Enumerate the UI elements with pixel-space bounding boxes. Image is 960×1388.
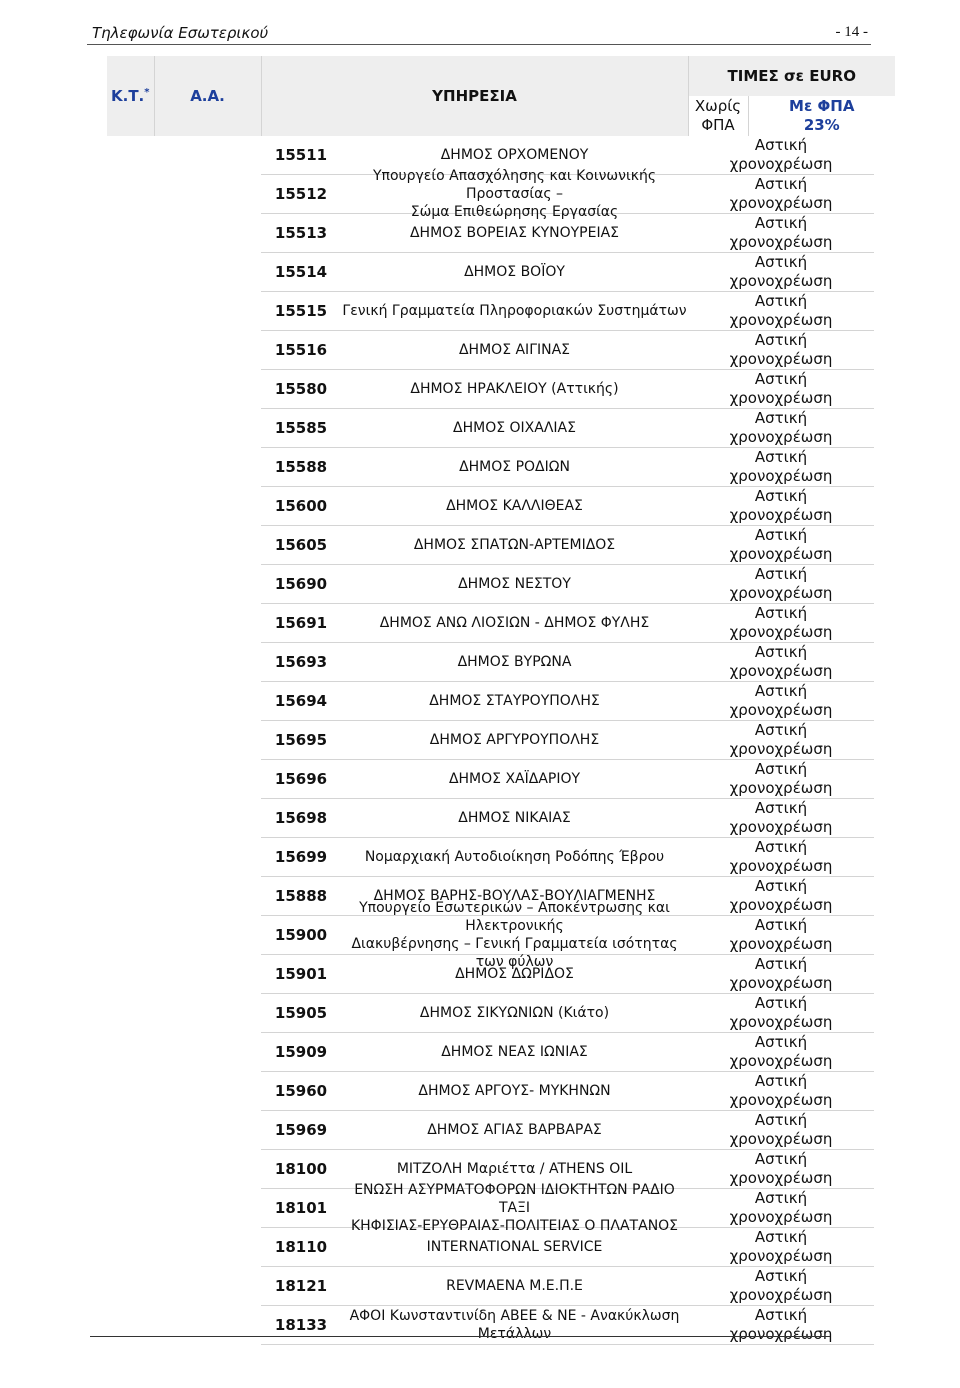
row-spacer xyxy=(107,409,261,448)
col-header-aa: Α.Α. xyxy=(154,56,261,136)
price-type-label: Αστική xyxy=(754,1267,808,1285)
row-code: 15696 xyxy=(274,770,328,788)
row-spacer xyxy=(107,1033,261,1072)
price-type-label: Αστική xyxy=(754,1111,808,1129)
row-service xyxy=(341,458,688,476)
row-service-line: ΔΗΜΟΣ ΑΓΙΑΣ ΒΑΡΒΑΡΑΣ xyxy=(427,1122,602,1138)
row-spacer xyxy=(107,994,261,1033)
row-service xyxy=(341,809,688,827)
row-service-line: ΚΗΦΙΣΙΑΣ-ΕΡΥΘΡΑΙΑΣ-ΠΟΛΙΤΕΙΑΣ Ο ΠΛΑΤΑΝΟΣ xyxy=(350,1218,679,1234)
row-service-line: ΔΗΜΟΣ ΑΙΓΙΝΑΣ xyxy=(458,342,571,358)
page-header xyxy=(92,22,868,46)
row-service-line: ΔΗΜΟΣ ΟΙΧΑΛΙΑΣ xyxy=(453,420,576,436)
table-row xyxy=(107,1033,895,1072)
table-row xyxy=(107,175,895,214)
row-code: 15580 xyxy=(274,380,328,398)
row-spacer xyxy=(107,682,261,721)
row-content xyxy=(261,604,688,643)
price-mode-label: χρονοχρέωση xyxy=(729,467,833,485)
price-mode-label: χρονοχρέωση xyxy=(729,1169,833,1187)
row-code: 15960 xyxy=(274,1082,328,1100)
price-type-label: Αστική xyxy=(754,370,808,388)
price-mode-label: χρονοχρέωση xyxy=(729,1130,833,1148)
row-code: 15695 xyxy=(274,731,328,749)
row-content xyxy=(261,526,688,565)
row-service xyxy=(341,653,688,671)
row-price xyxy=(688,604,874,643)
row-service-line: ΔΗΜΟΣ ΒΑΡΗΣ-ΒΟΥΛΑΣ-ΒΟΥΛΙΑΓΜΕΝΗΣ xyxy=(373,888,656,904)
row-service xyxy=(341,1307,688,1343)
row-service-line: ΔΗΜΟΣ ΝΙΚΑΙΑΣ xyxy=(458,810,571,826)
row-code: 15585 xyxy=(274,419,328,437)
row-service xyxy=(341,1004,688,1022)
row-price xyxy=(688,799,874,838)
row-price xyxy=(688,721,874,760)
price-mode-label: χρονοχρέωση xyxy=(729,974,833,992)
row-service xyxy=(341,848,688,866)
row-price xyxy=(688,1033,874,1072)
row-service-line: Γενική Γραμματεία Πληροφοριακών Συστημάτων xyxy=(342,303,687,319)
row-service-line: ΔΗΜΟΣ ΑΝΩ ΛΙΟΣΙΩΝ - ΔΗΜΟΣ ΦΥΛΗΣ xyxy=(379,615,650,631)
price-type-label: Αστική xyxy=(754,175,808,193)
table-row xyxy=(107,526,895,565)
row-service xyxy=(341,1238,688,1256)
row-spacer xyxy=(107,643,261,682)
row-code: 18101 xyxy=(274,1199,328,1217)
row-service-line: ΔΗΜΟΣ ΟΡΧΟΜΕΝΟΥ xyxy=(440,147,589,163)
price-mode-label: χρονοχρέωση xyxy=(729,818,833,836)
table-row xyxy=(107,838,895,877)
table-row xyxy=(107,1072,895,1111)
row-code: 15588 xyxy=(274,458,328,476)
row-code: 18133 xyxy=(274,1316,328,1334)
price-type-label: Αστική xyxy=(754,292,808,310)
row-service-line: ΜΙΤΖΟΛΗ Μαριέττα / ATHENS OIL xyxy=(396,1161,633,1177)
row-service-line: ΔΗΜΟΣ ΣΠΑΤΩΝ-ΑΡΤΕΜΙΔΟΣ xyxy=(413,537,616,553)
row-spacer xyxy=(107,175,261,214)
price-type-label: Αστική xyxy=(754,799,808,817)
row-service-line: Υπουργείο Εσωτερικών – Αποκέντρωσης και Ηλεκτρονικής xyxy=(359,900,670,934)
row-service-line: Υπουργείο Απασχόλησης και Κοινωνικής Προστασίας – xyxy=(372,168,657,202)
row-code: 18110 xyxy=(274,1238,328,1256)
row-service xyxy=(341,965,688,983)
row-price xyxy=(688,916,874,955)
col-header-without-vat: Χωρίς ΦΠΑ xyxy=(688,96,748,136)
row-service xyxy=(341,1160,688,1178)
row-service xyxy=(341,497,688,515)
price-mode-label: χρονοχρέωση xyxy=(729,1286,833,1304)
row-price xyxy=(688,1150,874,1189)
table-row xyxy=(107,604,895,643)
row-code: 18121 xyxy=(274,1277,328,1295)
price-mode-label: χρονοχρέωση xyxy=(729,428,833,446)
price-mode-label: χρονοχρέωση xyxy=(729,1208,833,1226)
price-type-label: Αστική xyxy=(754,1306,808,1324)
row-service xyxy=(341,692,688,710)
price-mode-label: χρονοχρέωση xyxy=(729,1052,833,1070)
row-code: 15694 xyxy=(274,692,328,710)
row-spacer xyxy=(107,136,261,175)
row-price xyxy=(688,643,874,682)
price-type-label: Αστική xyxy=(754,721,808,739)
price-mode-label: χρονοχρέωση xyxy=(729,545,833,563)
row-spacer xyxy=(107,877,261,916)
row-code: 15900 xyxy=(274,926,328,944)
price-type-label: Αστική xyxy=(754,994,808,1012)
row-price xyxy=(688,409,874,448)
row-spacer xyxy=(107,1072,261,1111)
tariff-table xyxy=(107,56,895,1345)
row-spacer xyxy=(107,1267,261,1306)
row-service xyxy=(341,899,688,971)
row-content xyxy=(261,292,688,331)
price-type-label: Αστική xyxy=(754,916,808,934)
price-mode-label: χρονοχρέωση xyxy=(729,272,833,290)
row-content xyxy=(261,168,688,220)
price-mode-label: χρονοχρέωση xyxy=(729,155,833,173)
row-service xyxy=(341,224,688,242)
row-spacer xyxy=(107,253,261,292)
row-content xyxy=(261,900,688,970)
row-service-line: ΔΗΜΟΣ ΑΡΓΥΡΟΥΠΟΛΗΣ xyxy=(429,732,600,748)
row-price xyxy=(688,331,874,370)
price-mode-label: χρονοχρέωση xyxy=(729,233,833,251)
price-mode-label: χρονοχρέωση xyxy=(729,584,833,602)
row-service xyxy=(341,1121,688,1139)
table-row xyxy=(107,331,895,370)
row-spacer xyxy=(107,565,261,604)
row-service-line: ΔΗΜΟΣ ΝΕΑΣ ΙΩΝΙΑΣ xyxy=(441,1044,588,1060)
table-row xyxy=(107,1267,895,1306)
price-mode-label: χρονοχρέωση xyxy=(729,701,833,719)
row-code: 15516 xyxy=(274,341,328,359)
row-content xyxy=(261,1182,688,1234)
price-mode-label: χρονοχρέωση xyxy=(729,1247,833,1265)
row-code: 15513 xyxy=(274,224,328,242)
price-type-label: Αστική xyxy=(754,214,808,232)
row-spacer xyxy=(107,799,261,838)
row-price xyxy=(688,1072,874,1111)
price-type-label: Αστική xyxy=(754,604,808,622)
price-type-label: Αστική xyxy=(754,760,808,778)
price-mode-label: χρονοχρέωση xyxy=(729,623,833,641)
row-price xyxy=(688,1228,874,1267)
price-type-label: Αστική xyxy=(754,838,808,856)
row-code: 15969 xyxy=(274,1121,328,1139)
row-content xyxy=(261,409,688,448)
table-row xyxy=(107,916,895,955)
price-mode-label: χρονοχρέωση xyxy=(729,935,833,953)
col-header-kt: Κ.Τ.* xyxy=(107,56,154,136)
col-header-service: ΥΠΗΡΕΣΙΑ xyxy=(261,56,688,136)
row-spacer xyxy=(107,838,261,877)
row-code: 15691 xyxy=(274,614,328,632)
price-type-label: Αστική xyxy=(754,1072,808,1090)
row-code: 15514 xyxy=(274,263,328,281)
row-spacer xyxy=(107,331,261,370)
row-service-line: INTERNATIONAL SERVICE xyxy=(426,1239,603,1255)
row-code: 15600 xyxy=(274,497,328,515)
row-service-line: ΑΦΟΙ Κωνσταντινίδη ΑΒΕΕ & ΝΕ - Ανακύκλωση Μετάλλων xyxy=(349,1308,680,1342)
row-service-line: Σώμα Επιθεώρησης Εργασίας xyxy=(410,204,619,220)
table-row xyxy=(107,799,895,838)
row-spacer xyxy=(107,1189,261,1228)
row-spacer xyxy=(107,1228,261,1267)
row-service-line: ΔΗΜΟΣ ΚΑΛΛΙΘΕΑΣ xyxy=(446,498,583,514)
row-service-line: REVMAENA Μ.Ε.Π.Ε xyxy=(446,1278,583,1294)
table-row xyxy=(107,409,895,448)
row-service xyxy=(341,731,688,749)
row-code: 15690 xyxy=(274,575,328,593)
row-code: 15909 xyxy=(274,1043,328,1061)
price-mode-label: χρονοχρέωση xyxy=(729,1325,833,1343)
price-type-label: Αστική xyxy=(754,331,808,349)
table-row xyxy=(107,760,895,799)
row-service xyxy=(341,770,688,788)
row-code: 18100 xyxy=(274,1160,328,1178)
row-price xyxy=(688,955,874,994)
row-price xyxy=(688,526,874,565)
row-content xyxy=(261,253,688,292)
price-type-label: Αστική xyxy=(754,877,808,895)
row-service-line: ΔΗΜΟΣ ΑΡΓΟΥΣ- ΜΥΚΗΝΩΝ xyxy=(418,1083,611,1099)
price-mode-label: χρονοχρέωση xyxy=(729,896,833,914)
table-row xyxy=(107,721,895,760)
row-content xyxy=(261,799,688,838)
row-code: 15698 xyxy=(274,809,328,827)
row-price xyxy=(688,565,874,604)
row-price xyxy=(688,175,874,214)
row-service xyxy=(341,167,688,221)
row-price xyxy=(688,292,874,331)
row-spacer xyxy=(107,448,261,487)
row-content xyxy=(261,1306,688,1345)
price-type-label: Αστική xyxy=(754,1150,808,1168)
row-content xyxy=(261,1072,688,1111)
price-mode-label: χρονοχρέωση xyxy=(729,1013,833,1031)
table-row xyxy=(107,565,895,604)
price-mode-label: χρονοχρέωση xyxy=(729,389,833,407)
row-service-line: ΔΗΜΟΣ ΣΤΑΥΡΟΥΠΟΛΗΣ xyxy=(429,693,600,709)
row-service-line: ΔΗΜΟΣ ΒΟΪΟΥ xyxy=(464,264,565,280)
table-row xyxy=(107,253,895,292)
row-service-line: Νομαρχιακή Αυτοδιοίκηση Ροδόπης Έβρου xyxy=(364,849,665,865)
row-content xyxy=(261,331,688,370)
row-service-line: ΔΗΜΟΣ ΧΑΪΔΑΡΙΟΥ xyxy=(448,771,581,787)
row-price xyxy=(688,682,874,721)
row-content xyxy=(261,370,688,409)
row-price xyxy=(688,1111,874,1150)
row-service xyxy=(341,341,688,359)
row-spacer xyxy=(107,1111,261,1150)
price-type-label: Αστική xyxy=(754,643,808,661)
row-service xyxy=(341,614,688,632)
price-mode-label: χρονοχρέωση xyxy=(729,1091,833,1109)
row-code: 15699 xyxy=(274,848,328,866)
row-service xyxy=(341,1082,688,1100)
row-content xyxy=(261,1267,688,1306)
row-price xyxy=(688,994,874,1033)
row-price xyxy=(688,136,874,175)
price-type-label: Αστική xyxy=(754,682,808,700)
row-content xyxy=(261,721,688,760)
row-service xyxy=(341,419,688,437)
row-code: 15905 xyxy=(274,1004,328,1022)
row-content xyxy=(261,643,688,682)
row-content xyxy=(261,487,688,526)
row-content xyxy=(261,994,688,1033)
row-spacer xyxy=(107,1306,261,1345)
price-mode-label: χρονοχρέωση xyxy=(729,857,833,875)
row-code: 15901 xyxy=(274,965,328,983)
row-service-line: Διακυβέρνησης – Γενική Γραμματεία ισότητας των φύλων xyxy=(351,936,678,970)
row-spacer xyxy=(107,526,261,565)
row-code: 15693 xyxy=(274,653,328,671)
price-type-label: Αστική xyxy=(754,1033,808,1051)
row-service-line: ΔΗΜΟΣ ΒΥΡΩΝΑ xyxy=(457,654,572,670)
price-type-label: Αστική xyxy=(754,1228,808,1246)
table-row xyxy=(107,1111,895,1150)
row-service xyxy=(341,536,688,554)
row-content xyxy=(261,565,688,604)
row-service-line: ΕΝΩΣΗ ΑΣΥΡΜΑΤΟΦΟΡΩΝ ΙΔΙΟΚΤΗΤΩΝ ΡΑΔΙΟ ΤΑΞΙ xyxy=(354,1182,675,1216)
col-header-prices: ΤΙΜΕΣ σε EURO xyxy=(688,56,895,96)
row-content xyxy=(261,1033,688,1072)
row-code: 15512 xyxy=(274,185,328,203)
col-header-with-vat: Με ΦΠΑ 23% xyxy=(789,97,855,134)
row-service-line: ΔΗΜΟΣ ΝΕΣΤΟΥ xyxy=(458,576,571,592)
row-service-line: ΔΗΜΟΣ ΡΟΔΙΩΝ xyxy=(459,459,570,475)
row-price xyxy=(688,838,874,877)
price-type-label: Αστική xyxy=(754,253,808,271)
row-content xyxy=(261,760,688,799)
row-spacer xyxy=(107,604,261,643)
row-spacer xyxy=(107,1150,261,1189)
table-row xyxy=(107,682,895,721)
price-type-label: Αστική xyxy=(754,955,808,973)
footer-divider xyxy=(90,1336,830,1337)
row-service-line: ΔΗΜΟΣ ΗΡΑΚΛΕΙΟΥ (Αττικής) xyxy=(410,381,619,397)
row-service-line: ΔΗΜΟΣ ΔΩΡΙΔΟΣ xyxy=(455,966,574,982)
table-row xyxy=(107,448,895,487)
row-service xyxy=(341,575,688,593)
row-price xyxy=(688,487,874,526)
row-price xyxy=(688,214,874,253)
header-divider xyxy=(87,44,871,45)
row-price xyxy=(688,448,874,487)
row-price xyxy=(688,760,874,799)
row-content xyxy=(261,448,688,487)
row-spacer xyxy=(107,955,261,994)
price-mode-label: χρονοχρέωση xyxy=(729,194,833,212)
price-type-label: Αστική xyxy=(754,565,808,583)
row-code: 15888 xyxy=(274,887,328,905)
row-service xyxy=(341,1181,688,1235)
row-spacer xyxy=(107,487,261,526)
price-mode-label: χρονοχρέωση xyxy=(729,779,833,797)
table-row xyxy=(107,1189,895,1228)
row-service xyxy=(341,146,688,164)
row-content xyxy=(261,682,688,721)
price-type-label: Αστική xyxy=(754,487,808,505)
table-row xyxy=(107,370,895,409)
row-code: 15515 xyxy=(274,302,328,320)
price-type-label: Αστική xyxy=(754,448,808,466)
row-service xyxy=(341,1277,688,1295)
row-price xyxy=(688,1189,874,1228)
price-type-label: Αστική xyxy=(754,526,808,544)
row-spacer xyxy=(107,916,261,955)
row-code: 15511 xyxy=(274,146,328,164)
table-row xyxy=(107,292,895,331)
page-title: Τηλεφωνία Εσωτερικού xyxy=(92,24,269,42)
table-row xyxy=(107,1306,895,1345)
row-price xyxy=(688,877,874,916)
row-price xyxy=(688,1306,874,1345)
row-spacer xyxy=(107,292,261,331)
price-type-label: Αστική xyxy=(754,1189,808,1207)
row-service xyxy=(341,263,688,281)
row-service-line: ΔΗΜΟΣ ΣΙΚΥΩΝΙΩΝ (Κιάτο) xyxy=(419,1005,610,1021)
price-mode-label: χρονοχρέωση xyxy=(729,740,833,758)
page-number: - 14 - xyxy=(835,24,868,40)
row-code: 15605 xyxy=(274,536,328,554)
price-mode-label: χρονοχρέωση xyxy=(729,506,833,524)
price-mode-label: χρονοχρέωση xyxy=(729,350,833,368)
row-service xyxy=(341,380,688,398)
row-service xyxy=(341,302,688,320)
row-content xyxy=(261,1111,688,1150)
row-spacer xyxy=(107,370,261,409)
row-spacer xyxy=(107,721,261,760)
row-service xyxy=(341,1043,688,1061)
table-row xyxy=(107,643,895,682)
table-row xyxy=(107,994,895,1033)
row-price xyxy=(688,253,874,292)
price-type-label: Αστική xyxy=(754,409,808,427)
price-mode-label: χρονοχρέωση xyxy=(729,662,833,680)
row-spacer xyxy=(107,214,261,253)
row-spacer xyxy=(107,760,261,799)
row-price xyxy=(688,1267,874,1306)
row-content xyxy=(261,838,688,877)
row-price xyxy=(688,370,874,409)
price-mode-label: χρονοχρέωση xyxy=(729,311,833,329)
price-type-label: Αστική xyxy=(754,136,808,154)
row-service-line: ΔΗΜΟΣ ΒΟΡΕΙΑΣ ΚΥΝΟΥΡΕΙΑΣ xyxy=(409,225,620,241)
table-row xyxy=(107,487,895,526)
